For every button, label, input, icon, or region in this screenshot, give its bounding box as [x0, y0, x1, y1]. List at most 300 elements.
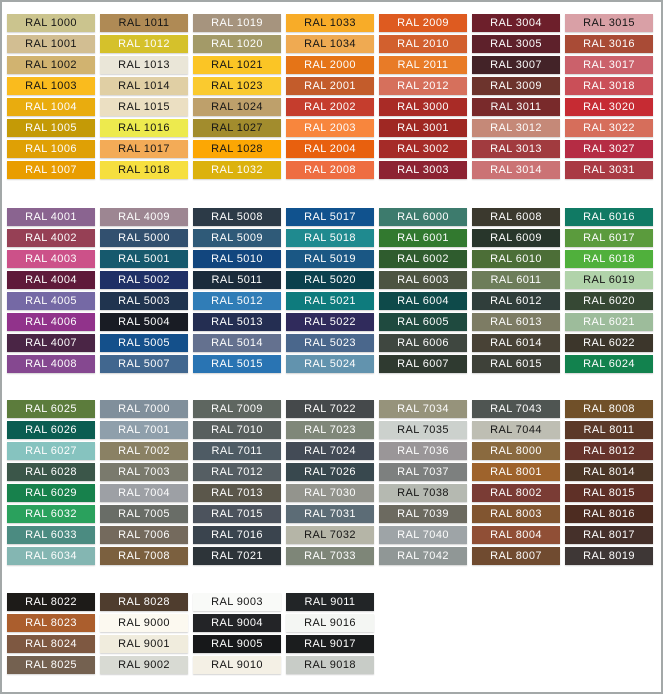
color-swatch-ral-7001 — [100, 421, 188, 439]
swatch-label: RAL 3017 — [583, 59, 635, 71]
swatch-label: RAL 7000 — [118, 403, 170, 415]
color-swatch-ral-5005 — [100, 334, 188, 352]
color-swatch-ral-1017 — [100, 140, 188, 158]
color-swatch-ral-6017 — [565, 229, 653, 247]
swatch-label: RAL 6022 — [583, 337, 635, 349]
swatch-label: RAL 9005 — [211, 638, 263, 650]
color-swatch-ral-3027 — [565, 140, 653, 158]
swatch-label: RAL 7026 — [304, 466, 356, 478]
swatch-label: RAL 7012 — [211, 466, 263, 478]
swatch-label: RAL 6033 — [25, 529, 77, 541]
color-swatch-ral-2008 — [286, 161, 374, 179]
swatch-label: RAL 7009 — [211, 403, 263, 415]
color-swatch-ral-6004 — [379, 292, 467, 310]
color-swatch-ral-9000 — [100, 614, 188, 632]
swatch-label: RAL 1001 — [25, 38, 77, 50]
swatch-label: RAL 5008 — [211, 211, 263, 223]
color-swatch-ral-8019 — [565, 547, 653, 565]
swatch-label: RAL 8011 — [583, 424, 635, 436]
color-swatch-ral-7009 — [193, 400, 281, 418]
swatch-column — [286, 593, 374, 674]
swatch-label: RAL 6010 — [490, 253, 542, 265]
swatch-column — [100, 400, 188, 565]
color-swatch-ral-2010 — [379, 35, 467, 53]
swatch-label: RAL 3015 — [583, 17, 635, 29]
swatch-label: RAL 4001 — [25, 211, 77, 223]
color-swatch-ral-1004 — [7, 98, 95, 116]
swatch-label: RAL 1005 — [25, 122, 77, 134]
swatch-block-2 — [7, 208, 653, 373]
swatch-label: RAL 4007 — [25, 337, 77, 349]
swatch-label: RAL 9002 — [118, 659, 170, 671]
swatch-label: RAL 5000 — [118, 232, 170, 244]
swatch-label: RAL 7022 — [304, 403, 356, 415]
color-swatch-ral-7044 — [472, 421, 560, 439]
swatch-label: RAL 6016 — [583, 211, 635, 223]
color-swatch-ral-9005 — [193, 635, 281, 653]
swatch-label: RAL 2010 — [397, 38, 449, 50]
color-swatch-ral-3000 — [379, 98, 467, 116]
swatch-label: RAL 7005 — [118, 508, 170, 520]
swatch-label: RAL 7023 — [304, 424, 356, 436]
color-swatch-ral-8015 — [565, 484, 653, 502]
swatch-label: RAL 4006 — [25, 316, 77, 328]
color-swatch-ral-7034 — [379, 400, 467, 418]
swatch-label: RAL 1020 — [211, 38, 263, 50]
color-swatch-ral-2004 — [286, 140, 374, 158]
color-swatch-ral-7035 — [379, 421, 467, 439]
swatch-label: RAL 4008 — [25, 358, 77, 370]
swatch-label: RAL 7031 — [304, 508, 356, 520]
swatch-label: RAL 1016 — [118, 122, 170, 134]
swatch-label: RAL 5007 — [118, 358, 170, 370]
swatch-label: RAL 7039 — [397, 508, 449, 520]
color-swatch-ral-5015 — [193, 355, 281, 373]
swatch-label: RAL 6001 — [397, 232, 449, 244]
swatch-column — [472, 400, 560, 565]
swatch-label: RAL 8003 — [490, 508, 542, 520]
color-swatch-ral-1024 — [193, 98, 281, 116]
color-swatch-ral-3015 — [565, 14, 653, 32]
color-swatch-ral-5000 — [100, 229, 188, 247]
color-swatch-ral-5002 — [100, 271, 188, 289]
swatch-label: RAL 3018 — [583, 80, 635, 92]
color-swatch-ral-5009 — [193, 229, 281, 247]
color-swatch-ral-6021 — [565, 313, 653, 331]
swatch-label: RAL 1023 — [211, 80, 263, 92]
swatch-label: RAL 6027 — [25, 445, 77, 457]
color-swatch-ral-7023 — [286, 421, 374, 439]
swatch-label: RAL 6020 — [583, 295, 635, 307]
swatch-label: RAL 1015 — [118, 101, 170, 113]
color-swatch-ral-5010 — [193, 250, 281, 268]
swatch-label: RAL 8008 — [583, 403, 635, 415]
color-swatch-ral-6011 — [472, 271, 560, 289]
color-swatch-ral-1027 — [193, 119, 281, 137]
swatch-label: RAL 5024 — [304, 358, 356, 370]
swatch-label: RAL 7002 — [118, 445, 170, 457]
color-swatch-ral-6027 — [7, 442, 95, 460]
swatch-label: RAL 9018 — [304, 659, 356, 671]
color-swatch-ral-7015 — [193, 505, 281, 523]
swatch-label: RAL 1014 — [118, 80, 170, 92]
swatch-label: RAL 3000 — [397, 101, 449, 113]
color-swatch-ral-6013 — [472, 313, 560, 331]
color-swatch-ral-3018 — [565, 77, 653, 95]
color-swatch-ral-6029 — [7, 484, 95, 502]
color-swatch-ral-6005 — [379, 313, 467, 331]
swatch-column — [286, 400, 374, 565]
color-swatch-ral-6019 — [565, 271, 653, 289]
swatch-label: RAL 4002 — [25, 232, 77, 244]
color-swatch-ral-9011 — [286, 593, 374, 611]
color-swatch-ral-5001 — [100, 250, 188, 268]
swatch-label: RAL 8002 — [490, 487, 542, 499]
color-swatch-ral-1006 — [7, 140, 95, 158]
swatch-label: RAL 7043 — [490, 403, 542, 415]
swatch-label: RAL 3020 — [583, 101, 635, 113]
swatch-label: RAL 7040 — [397, 529, 449, 541]
color-swatch-ral-1014 — [100, 77, 188, 95]
swatch-label: RAL 8024 — [25, 638, 77, 650]
swatch-label: RAL 3012 — [490, 122, 542, 134]
swatch-label: RAL 5019 — [304, 253, 356, 265]
swatch-label: RAL 7010 — [211, 424, 263, 436]
swatch-label: RAL 7024 — [304, 445, 356, 457]
swatch-label: RAL 9001 — [118, 638, 170, 650]
color-swatch-ral-7008 — [100, 547, 188, 565]
swatch-label: RAL 7006 — [118, 529, 170, 541]
color-swatch-ral-6003 — [379, 271, 467, 289]
color-swatch-ral-6014 — [472, 334, 560, 352]
color-swatch-ral-1021 — [193, 56, 281, 74]
color-swatch-ral-7005 — [100, 505, 188, 523]
color-swatch-ral-9003 — [193, 593, 281, 611]
swatch-label: RAL 5010 — [211, 253, 263, 265]
color-swatch-ral-7039 — [379, 505, 467, 523]
swatch-label: RAL 1018 — [118, 164, 170, 176]
swatch-column — [379, 14, 467, 179]
swatch-label: RAL 6019 — [583, 274, 635, 286]
swatch-label: RAL 2004 — [304, 143, 356, 155]
swatch-label: RAL 2012 — [397, 80, 449, 92]
swatch-label: RAL 1021 — [211, 59, 263, 71]
color-swatch-ral-7038 — [379, 484, 467, 502]
color-swatch-ral-1034 — [286, 35, 374, 53]
swatch-label: RAL 1027 — [211, 122, 263, 134]
swatch-label: RAL 6032 — [25, 508, 77, 520]
color-swatch-ral-3020 — [565, 98, 653, 116]
color-swatch-ral-2009 — [379, 14, 467, 32]
swatch-label: RAL 1000 — [25, 17, 77, 29]
swatch-column — [7, 208, 95, 373]
color-swatch-ral-9004 — [193, 614, 281, 632]
swatch-label: RAL 5004 — [118, 316, 170, 328]
color-swatch-ral-6009 — [472, 229, 560, 247]
color-swatch-ral-3012 — [472, 119, 560, 137]
swatch-label: RAL 1024 — [211, 101, 263, 113]
swatch-label: RAL 3011 — [490, 101, 542, 113]
color-swatch-ral-7016 — [193, 526, 281, 544]
color-swatch-ral-7037 — [379, 463, 467, 481]
swatch-label: RAL 2001 — [304, 80, 356, 92]
color-swatch-ral-9010 — [193, 656, 281, 674]
color-swatch-ral-6002 — [379, 250, 467, 268]
swatch-label: RAL 7032 — [304, 529, 356, 541]
color-swatch-ral-7010 — [193, 421, 281, 439]
swatch-label: RAL 1003 — [25, 80, 77, 92]
color-swatch-ral-6010 — [472, 250, 560, 268]
swatch-label: RAL 7015 — [211, 508, 263, 520]
color-swatch-ral-2012 — [379, 77, 467, 95]
color-swatch-ral-9002 — [100, 656, 188, 674]
swatch-label: RAL 6028 — [25, 466, 77, 478]
color-swatch-ral-5021 — [286, 292, 374, 310]
color-swatch-ral-3007 — [472, 56, 560, 74]
swatch-label: RAL 9016 — [304, 617, 356, 629]
swatch-label: RAL 1004 — [25, 101, 77, 113]
color-swatch-ral-1000 — [7, 14, 95, 32]
color-swatch-ral-7042 — [379, 547, 467, 565]
swatch-label: RAL 9004 — [211, 617, 263, 629]
swatch-label: RAL 3016 — [583, 38, 635, 50]
swatch-label: RAL 6005 — [397, 316, 449, 328]
color-swatch-ral-5013 — [193, 313, 281, 331]
color-swatch-ral-6006 — [379, 334, 467, 352]
color-swatch-ral-7024 — [286, 442, 374, 460]
color-swatch-ral-6026 — [7, 421, 95, 439]
swatch-label: RAL 6017 — [583, 232, 635, 244]
color-swatch-ral-1023 — [193, 77, 281, 95]
color-swatch-ral-2002 — [286, 98, 374, 116]
swatch-label: RAL 8019 — [583, 550, 635, 562]
color-swatch-ral-5011 — [193, 271, 281, 289]
swatch-label: RAL 7001 — [118, 424, 170, 436]
color-swatch-ral-1032 — [193, 161, 281, 179]
color-swatch-ral-4004 — [7, 271, 95, 289]
swatch-label: RAL 1013 — [118, 59, 170, 71]
color-swatch-ral-7043 — [472, 400, 560, 418]
swatch-column — [7, 400, 95, 565]
color-swatch-ral-3014 — [472, 161, 560, 179]
swatch-label: RAL 7034 — [397, 403, 449, 415]
swatch-label: RAL 8023 — [25, 617, 77, 629]
swatch-label: RAL 7033 — [304, 550, 356, 562]
swatch-label: RAL 3002 — [397, 143, 449, 155]
swatch-block-3 — [7, 400, 653, 565]
color-swatch-ral-1005 — [7, 119, 95, 137]
swatch-label: RAL 8000 — [490, 445, 542, 457]
color-swatch-ral-9018 — [286, 656, 374, 674]
swatch-label: RAL 8016 — [583, 508, 635, 520]
color-swatch-ral-9016 — [286, 614, 374, 632]
swatch-column — [100, 14, 188, 179]
color-swatch-ral-3022 — [565, 119, 653, 137]
swatch-label: RAL 8014 — [583, 466, 635, 478]
swatch-label: RAL 6004 — [397, 295, 449, 307]
swatch-label: RAL 1033 — [304, 17, 356, 29]
color-swatch-ral-6032 — [7, 505, 95, 523]
color-swatch-ral-8004 — [472, 526, 560, 544]
swatch-label: RAL 2008 — [304, 164, 356, 176]
swatch-label: RAL 1032 — [211, 164, 263, 176]
swatch-column — [286, 208, 374, 373]
swatch-label: RAL 5005 — [118, 337, 170, 349]
color-swatch-ral-4005 — [7, 292, 95, 310]
color-swatch-ral-9001 — [100, 635, 188, 653]
swatch-label: RAL 4009 — [118, 211, 170, 223]
swatch-label: RAL 6006 — [397, 337, 449, 349]
swatch-label: RAL 8017 — [583, 529, 635, 541]
swatch-label: RAL 5001 — [118, 253, 170, 265]
swatch-label: RAL 4005 — [25, 295, 77, 307]
swatch-label: RAL 2000 — [304, 59, 356, 71]
color-swatch-ral-1016 — [100, 119, 188, 137]
color-swatch-ral-6028 — [7, 463, 95, 481]
swatch-label: RAL 8001 — [490, 466, 542, 478]
color-swatch-ral-7031 — [286, 505, 374, 523]
swatch-label: RAL 6014 — [490, 337, 542, 349]
color-swatch-ral-5004 — [100, 313, 188, 331]
swatch-column — [7, 593, 95, 674]
color-swatch-ral-6008 — [472, 208, 560, 226]
swatch-label: RAL 8015 — [583, 487, 635, 499]
swatch-block-4 — [7, 593, 374, 674]
color-swatch-ral-8028 — [100, 593, 188, 611]
swatch-label: RAL 7003 — [118, 466, 170, 478]
color-swatch-ral-8002 — [472, 484, 560, 502]
color-swatch-ral-4002 — [7, 229, 95, 247]
color-swatch-ral-3009 — [472, 77, 560, 95]
swatch-label: RAL 5015 — [211, 358, 263, 370]
swatch-label: RAL 7044 — [490, 424, 542, 436]
swatch-label: RAL 6008 — [490, 211, 542, 223]
swatch-label: RAL 6026 — [25, 424, 77, 436]
color-swatch-ral-6033 — [7, 526, 95, 544]
swatch-label: RAL 5003 — [118, 295, 170, 307]
swatch-label: RAL 3009 — [490, 80, 542, 92]
color-swatch-ral-3005 — [472, 35, 560, 53]
color-swatch-ral-3031 — [565, 161, 653, 179]
swatch-label: RAL 3001 — [397, 122, 449, 134]
swatch-label: RAL 6012 — [490, 295, 542, 307]
color-swatch-ral-1028 — [193, 140, 281, 158]
color-swatch-ral-1001 — [7, 35, 95, 53]
swatch-label: RAL 7016 — [211, 529, 263, 541]
swatch-label: RAL 8007 — [490, 550, 542, 562]
color-swatch-ral-4008 — [7, 355, 95, 373]
swatch-label: RAL 3027 — [583, 143, 635, 155]
color-swatch-ral-3004 — [472, 14, 560, 32]
swatch-label: RAL 1011 — [118, 17, 170, 29]
swatch-column — [379, 400, 467, 565]
swatch-column — [193, 593, 281, 674]
swatch-label: RAL 9011 — [304, 596, 356, 608]
color-swatch-ral-8023 — [7, 614, 95, 632]
swatch-label: RAL 3005 — [490, 38, 542, 50]
swatch-label: RAL 9010 — [211, 659, 263, 671]
swatch-column — [472, 14, 560, 179]
color-swatch-ral-6000 — [379, 208, 467, 226]
color-swatch-ral-6022 — [565, 334, 653, 352]
color-swatch-ral-8012 — [565, 442, 653, 460]
color-swatch-ral-8008 — [565, 400, 653, 418]
color-swatch-ral-7012 — [193, 463, 281, 481]
color-swatch-ral-3001 — [379, 119, 467, 137]
color-swatch-ral-6024 — [565, 355, 653, 373]
swatch-label: RAL 8004 — [490, 529, 542, 541]
swatch-column — [193, 14, 281, 179]
swatch-label: RAL 3007 — [490, 59, 542, 71]
color-swatch-ral-7000 — [100, 400, 188, 418]
color-swatch-ral-5007 — [100, 355, 188, 373]
swatch-label: RAL 7042 — [397, 550, 449, 562]
swatch-column — [7, 14, 95, 179]
color-swatch-ral-3002 — [379, 140, 467, 158]
color-swatch-ral-5018 — [286, 229, 374, 247]
swatch-label: RAL 3014 — [490, 164, 542, 176]
color-swatch-ral-6034 — [7, 547, 95, 565]
color-swatch-ral-7032 — [286, 526, 374, 544]
swatch-label: RAL 3004 — [490, 17, 542, 29]
swatch-label: RAL 5012 — [211, 295, 263, 307]
color-swatch-ral-4001 — [7, 208, 95, 226]
swatch-label: RAL 7030 — [304, 487, 356, 499]
swatch-label: RAL 8025 — [25, 659, 77, 671]
swatch-label: RAL 7036 — [397, 445, 449, 457]
color-swatch-ral-1012 — [100, 35, 188, 53]
color-swatch-ral-8003 — [472, 505, 560, 523]
swatch-label: RAL 6002 — [397, 253, 449, 265]
swatch-label: RAL 7011 — [211, 445, 263, 457]
swatch-label: RAL 2011 — [397, 59, 449, 71]
swatch-label: RAL 8012 — [583, 445, 635, 457]
color-swatch-ral-4009 — [100, 208, 188, 226]
swatch-label: RAL 1034 — [304, 38, 356, 50]
swatch-label: RAL 9000 — [118, 617, 170, 629]
color-swatch-ral-7022 — [286, 400, 374, 418]
color-swatch-ral-6007 — [379, 355, 467, 373]
color-swatch-ral-7006 — [100, 526, 188, 544]
color-swatch-ral-1007 — [7, 161, 95, 179]
color-swatch-ral-7030 — [286, 484, 374, 502]
color-swatch-ral-5017 — [286, 208, 374, 226]
swatch-label: RAL 6003 — [397, 274, 449, 286]
swatch-label: RAL 5018 — [304, 232, 356, 244]
color-swatch-ral-7021 — [193, 547, 281, 565]
swatch-column — [472, 208, 560, 373]
color-swatch-ral-6012 — [472, 292, 560, 310]
swatch-label: RAL 7021 — [211, 550, 263, 562]
color-swatch-ral-8011 — [565, 421, 653, 439]
color-swatch-ral-5020 — [286, 271, 374, 289]
swatch-label: RAL 5022 — [304, 316, 356, 328]
swatch-label: RAL 5023 — [304, 337, 356, 349]
swatch-label: RAL 1017 — [118, 143, 170, 155]
color-swatch-ral-5014 — [193, 334, 281, 352]
swatch-label: RAL 6013 — [490, 316, 542, 328]
color-swatch-ral-2001 — [286, 77, 374, 95]
swatch-block-1 — [7, 14, 653, 179]
swatch-label: RAL 9003 — [211, 596, 263, 608]
swatch-label: RAL 8022 — [25, 596, 77, 608]
swatch-label: RAL 8028 — [118, 596, 170, 608]
swatch-label: RAL 5009 — [211, 232, 263, 244]
swatch-label: RAL 6011 — [490, 274, 542, 286]
color-swatch-ral-4003 — [7, 250, 95, 268]
swatch-label: RAL 1019 — [211, 17, 263, 29]
color-swatch-ral-5019 — [286, 250, 374, 268]
